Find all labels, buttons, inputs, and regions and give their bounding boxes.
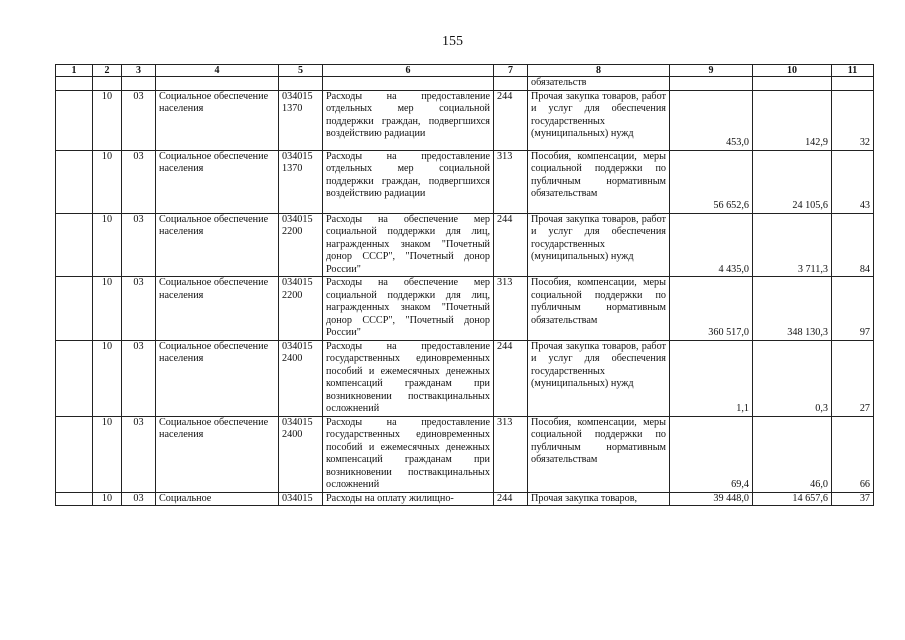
percent-cell: 97 — [832, 277, 874, 341]
header-cell: 4 — [156, 65, 279, 77]
section-code-cell: 10 — [93, 277, 122, 341]
page-number: 155 — [442, 34, 463, 49]
planned-amount-cell: 360 517,0 — [670, 277, 753, 341]
expense-description-cell: Расходы на предоставление отдельных мер социальной поддержки граждан, подвергшихся воздействию радиации — [323, 90, 494, 150]
section-code-cell: 10 — [93, 150, 122, 213]
executed-amount-cell: 142,9 — [753, 90, 832, 150]
expense-type-code-cell: 244 — [494, 213, 528, 277]
col-1-cell — [56, 340, 93, 416]
table-cell — [93, 77, 122, 91]
target-code-sub: 2400 — [282, 353, 303, 364]
header-row — [56, 65, 874, 77]
subsection-code-cell: 03 — [122, 213, 156, 277]
executed-amount-cell: 0,3 — [753, 340, 832, 416]
percent-cell: 37 — [832, 492, 874, 506]
planned-amount-cell: 56 652,6 — [670, 150, 753, 213]
subsection-code-cell: 03 — [122, 150, 156, 213]
percent-cell: 27 — [832, 340, 874, 416]
header-cell: 5 — [279, 65, 323, 77]
header-cell: 1 — [56, 65, 93, 77]
section-code-cell: 10 — [93, 90, 122, 150]
table-row — [56, 90, 874, 150]
section-code-cell: 10 — [93, 492, 122, 506]
subsection-code-cell: 03 — [122, 90, 156, 150]
subsection-code-cell: 03 — [122, 492, 156, 506]
col-1-cell — [56, 416, 93, 492]
col-1-cell — [56, 150, 93, 213]
expense-description-cell: Расходы на обеспечение мер социальной поддержки для лиц, награжденных знаком "Почетный донор СССР", "Почетный донор России" — [323, 213, 494, 277]
header-cell: 8 — [528, 65, 670, 77]
subsection-code-cell: 03 — [122, 340, 156, 416]
target-code-sub: 2200 — [282, 226, 303, 237]
table-cell — [56, 77, 93, 91]
header-cell: 6 — [323, 65, 494, 77]
target-code-main: 034015 — [282, 213, 313, 225]
percent-cell: 43 — [832, 150, 874, 213]
target-code-main: 034015 — [282, 416, 313, 428]
table-row — [56, 150, 874, 213]
expense-type-name-cell: Прочая закупка товаров, — [528, 492, 670, 506]
target-code-cell — [279, 90, 323, 150]
expense-type-name-cell: Пособия, компенсации, меры социальной поддержки по публичным нормативным обязательствам — [528, 277, 670, 341]
table-cell — [323, 77, 494, 91]
section-code-cell: 10 — [93, 416, 122, 492]
table-cell — [670, 77, 753, 91]
expense-description-cell: Расходы на предоставление государственных единовременных пособий и ежемесячных денежных компенсаций гражданам при возникновении поствакцинальных осложнений — [323, 416, 494, 492]
expense-type-name-cell: Прочая закупка товаров, работ и услуг для обеспечения государственных (муниципальных) нужд — [528, 90, 670, 150]
target-code-cell — [279, 340, 323, 416]
expense-description-cell: Расходы на предоставление отдельных мер социальной поддержки граждан, подвергшихся воздействию радиации — [323, 150, 494, 213]
table-row — [56, 277, 874, 341]
expense-description-cell: Расходы на предоставление государственных единовременных пособий и ежемесячных денежных компенсаций гражданам при возникновении поствакцинальных осложнений — [323, 340, 494, 416]
continuation-row — [56, 77, 874, 91]
target-code-main: 034015 — [282, 340, 313, 352]
expense-type-name-cell: Пособия, компенсации, меры социальной поддержки по публичным нормативным обязательствам — [528, 150, 670, 213]
planned-amount-cell: 39 448,0 — [670, 492, 753, 506]
subsection-name-cell: Социальное обеспечение населения — [156, 340, 279, 416]
section-code-cell: 10 — [93, 213, 122, 277]
target-code-sub: 2400 — [282, 429, 303, 440]
table-row — [56, 213, 874, 277]
table-row — [56, 340, 874, 416]
expense-type-code-cell: 313 — [494, 416, 528, 492]
table-cell — [753, 77, 832, 91]
executed-amount-cell: 3 711,3 — [753, 213, 832, 277]
executed-amount-cell: 14 657,6 — [753, 492, 832, 506]
header-cell: 10 — [753, 65, 832, 77]
planned-amount-cell: 69,4 — [670, 416, 753, 492]
expense-type-name-cell: Пособия, компенсации, меры социальной поддержки по публичным нормативным обязательствам — [528, 416, 670, 492]
table-cell — [494, 77, 528, 91]
executed-amount-cell: 24 105,6 — [753, 150, 832, 213]
subsection-name-cell: Социальное обеспечение населения — [156, 90, 279, 150]
executed-amount-cell: 46,0 — [753, 416, 832, 492]
expense-type-code-cell: 244 — [494, 90, 528, 150]
expense-type-code-cell: 244 — [494, 492, 528, 506]
target-code-sub: 2200 — [282, 289, 303, 301]
target-code-main: 034015 — [282, 277, 313, 288]
expense-type-name-cell: Прочая закупка товаров, работ и услуг для обеспечения государственных (муниципальных) нужд — [528, 340, 670, 416]
subsection-name-cell: Социальное обеспечение населения — [156, 213, 279, 277]
target-code-cell — [279, 150, 323, 213]
col-1-cell — [56, 277, 93, 341]
planned-amount-cell: 4 435,0 — [670, 213, 753, 277]
budget-table — [55, 64, 874, 506]
target-code-cell — [279, 416, 323, 492]
table-cell — [279, 77, 323, 91]
table-cell — [156, 77, 279, 91]
percent-cell: 32 — [832, 90, 874, 150]
subsection-name-cell: Социальное — [156, 492, 279, 506]
percent-cell: 66 — [832, 416, 874, 492]
table-cell — [122, 77, 156, 91]
expense-description-cell: Расходы на оплату жилищно- — [323, 492, 494, 506]
target-code-cell — [279, 492, 323, 506]
header-cell: 9 — [670, 65, 753, 77]
table-cell: обязательств — [528, 77, 670, 91]
subsection-code-cell: 03 — [122, 416, 156, 492]
col-1-cell — [56, 492, 93, 506]
header-cell: 2 — [93, 65, 122, 77]
expense-type-code-cell: 313 — [494, 277, 528, 341]
expense-type-code-cell: 244 — [494, 340, 528, 416]
header-cell: 7 — [494, 65, 528, 77]
subsection-code-cell: 03 — [122, 277, 156, 341]
planned-amount-cell: 453,0 — [670, 90, 753, 150]
target-code-main: 034015 — [282, 150, 313, 162]
target-code-main: 034015 — [282, 90, 313, 102]
target-code-cell — [279, 277, 323, 341]
executed-amount-cell: 348 130,3 — [753, 277, 832, 341]
target-code-sub: 1370 — [282, 103, 303, 114]
target-code-cell — [279, 213, 323, 277]
subsection-name-cell: Социальное обеспечение населения — [156, 277, 279, 341]
subsection-name-cell: Социальное обеспечение населения — [156, 150, 279, 213]
col-1-cell — [56, 213, 93, 277]
expense-type-code-cell: 313 — [494, 150, 528, 213]
percent-cell: 84 — [832, 213, 874, 277]
planned-amount-cell: 1,1 — [670, 340, 753, 416]
table-cell — [832, 77, 874, 91]
expense-type-name-cell: Прочая закупка товаров, работ и услуг для обеспечения государственных (муниципальных) нужд — [528, 213, 670, 277]
section-code-cell: 10 — [93, 340, 122, 416]
target-code-main: 034015 — [282, 492, 313, 504]
table-row — [56, 416, 874, 492]
table-row — [56, 492, 874, 506]
header-cell: 3 — [122, 65, 156, 77]
subsection-name-cell: Социальное обеспечение населения — [156, 416, 279, 492]
col-1-cell — [56, 90, 93, 150]
header-cell: 11 — [832, 65, 874, 77]
expense-description-cell: Расходы на обеспечение мер социальной поддержки для лиц, награжденных знаком "Почетный донор СССР", "Почетный донор России" — [323, 277, 494, 341]
target-code-sub: 1370 — [282, 163, 303, 174]
